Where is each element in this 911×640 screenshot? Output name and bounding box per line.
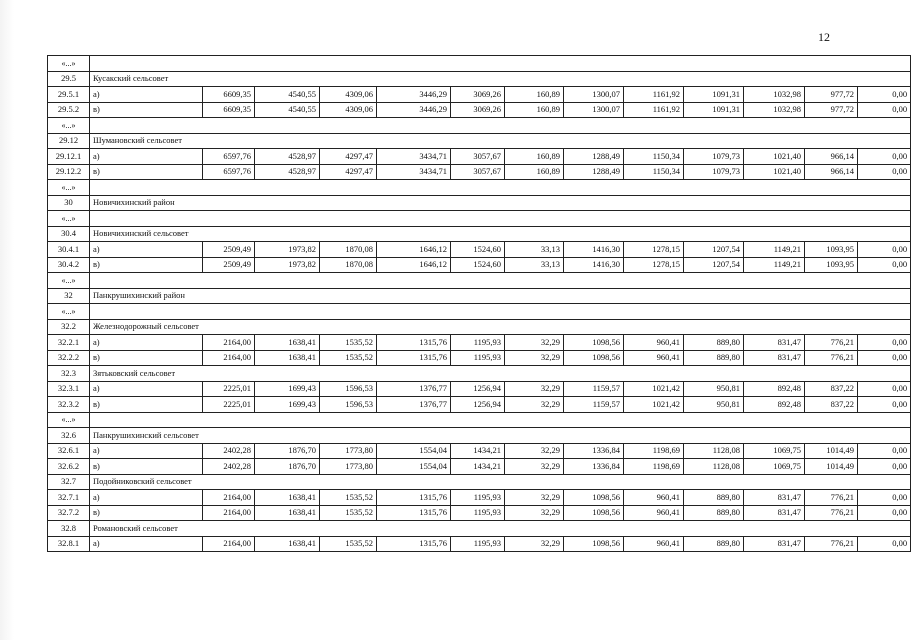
value-cell: 892,48: [744, 381, 805, 397]
table-row-data: [48, 459, 911, 475]
value-cell: 1093,95: [805, 257, 858, 273]
value-cell: 2164,00: [203, 335, 255, 351]
value-cell: 1069,75: [744, 443, 805, 459]
value-cell: 1278,15: [624, 257, 684, 273]
value-cell: 977,72: [805, 102, 858, 118]
row-code: 32.6: [48, 428, 90, 444]
row-code: 32.7.2: [48, 505, 90, 521]
value-cell: 1315,76: [377, 536, 451, 552]
value-cell: 1300,07: [564, 102, 624, 118]
value-cell: 2225,01: [203, 381, 255, 397]
sub-item-label: а): [90, 536, 203, 552]
value-cell: 32,29: [505, 459, 564, 475]
value-cell: 1159,57: [564, 381, 624, 397]
value-cell: 1773,80: [320, 459, 377, 475]
empty-cell: [90, 304, 911, 320]
sub-item-label: а): [90, 335, 203, 351]
value-cell: 1032,98: [744, 102, 805, 118]
row-code: 32.6.2: [48, 459, 90, 475]
value-cell: 0,00: [858, 87, 911, 103]
value-cell: 1079,73: [684, 164, 744, 180]
value-cell: 32,29: [505, 335, 564, 351]
value-cell: 160,89: [505, 87, 564, 103]
value-cell: 1021,42: [624, 381, 684, 397]
ellipsis-cell: «...»: [48, 118, 90, 134]
row-code: 32.3.2: [48, 397, 90, 413]
value-cell: 1596,53: [320, 397, 377, 413]
value-cell: 1021,40: [744, 149, 805, 165]
value-cell: 1091,31: [684, 87, 744, 103]
value-cell: 1161,92: [624, 87, 684, 103]
row-code: 32: [48, 288, 90, 304]
value-cell: 960,41: [624, 536, 684, 552]
value-cell: 0,00: [858, 257, 911, 273]
table-row-heading: [48, 71, 911, 87]
row-code: 29.12.2: [48, 164, 90, 180]
value-cell: 3069,26: [451, 102, 505, 118]
table-row-heading: [48, 428, 911, 444]
value-cell: 0,00: [858, 164, 911, 180]
sub-item-label: а): [90, 381, 203, 397]
value-cell: 1646,12: [377, 257, 451, 273]
value-cell: 4528,97: [255, 164, 320, 180]
row-code: 32.7: [48, 474, 90, 490]
section-name: Новичихинский район: [90, 195, 911, 211]
table-row-heading: [48, 521, 911, 537]
value-cell: 1079,73: [684, 149, 744, 165]
value-cell: 1207,54: [684, 242, 744, 258]
value-cell: 1315,76: [377, 490, 451, 506]
row-code: 32.2: [48, 319, 90, 335]
value-cell: 889,80: [684, 505, 744, 521]
value-cell: 889,80: [684, 350, 744, 366]
value-cell: 0,00: [858, 381, 911, 397]
table-row-heading: [48, 366, 911, 382]
value-cell: 889,80: [684, 536, 744, 552]
value-cell: 1150,34: [624, 164, 684, 180]
value-cell: 1699,43: [255, 381, 320, 397]
value-cell: 0,00: [858, 536, 911, 552]
section-name: Панкрушихинский сельсовет: [90, 428, 911, 444]
value-cell: 1876,70: [255, 459, 320, 475]
section-name: Кусакский сельсовет: [90, 71, 911, 87]
table-row-data: [48, 87, 911, 103]
empty-cell: [90, 118, 911, 134]
sub-item-label: а): [90, 149, 203, 165]
value-cell: 2509,49: [203, 242, 255, 258]
value-cell: 3057,67: [451, 164, 505, 180]
value-cell: 2225,01: [203, 397, 255, 413]
value-cell: 1014,49: [805, 443, 858, 459]
value-cell: 1336,84: [564, 459, 624, 475]
value-cell: 160,89: [505, 149, 564, 165]
value-cell: 4309,06: [320, 87, 377, 103]
value-cell: 1195,93: [451, 350, 505, 366]
row-code: 30.4.2: [48, 257, 90, 273]
value-cell: 1376,77: [377, 381, 451, 397]
table-row-data: [48, 257, 911, 273]
ellipsis-cell: «...»: [48, 273, 90, 289]
row-code: 32.2.1: [48, 335, 90, 351]
value-cell: 0,00: [858, 102, 911, 118]
table-row-heading: [48, 133, 911, 149]
value-cell: 1161,92: [624, 102, 684, 118]
row-code: 29.12.1: [48, 149, 90, 165]
value-cell: 960,41: [624, 505, 684, 521]
value-cell: 831,47: [744, 490, 805, 506]
value-cell: 2164,00: [203, 490, 255, 506]
value-cell: 1524,60: [451, 257, 505, 273]
table-row-heading: [48, 474, 911, 490]
value-cell: 960,41: [624, 335, 684, 351]
value-cell: 1554,04: [377, 459, 451, 475]
value-cell: 1376,77: [377, 397, 451, 413]
value-cell: 1069,75: [744, 459, 805, 475]
value-cell: 33,13: [505, 257, 564, 273]
value-cell: 1416,30: [564, 257, 624, 273]
section-name: Подойниковский сельсовет: [90, 474, 911, 490]
value-cell: 1699,43: [255, 397, 320, 413]
value-cell: 6609,35: [203, 102, 255, 118]
value-cell: 1638,41: [255, 536, 320, 552]
value-cell: 1434,21: [451, 459, 505, 475]
value-cell: 892,48: [744, 397, 805, 413]
value-cell: 4309,06: [320, 102, 377, 118]
table-row-ellipsis: [48, 180, 911, 196]
table-row-ellipsis: [48, 118, 911, 134]
row-code: 32.3: [48, 366, 90, 382]
value-cell: 1150,34: [624, 149, 684, 165]
row-code: 30.4.1: [48, 242, 90, 258]
ellipsis-cell: «...»: [48, 304, 90, 320]
sub-item-label: в): [90, 397, 203, 413]
value-cell: 831,47: [744, 350, 805, 366]
value-cell: 32,29: [505, 381, 564, 397]
value-cell: 1091,31: [684, 102, 744, 118]
table-row-ellipsis: [48, 273, 911, 289]
value-cell: 4297,47: [320, 149, 377, 165]
section-name: Панкрушихинский район: [90, 288, 911, 304]
table-row-data: [48, 397, 911, 413]
table-row-data: [48, 490, 911, 506]
value-cell: 1535,52: [320, 505, 377, 521]
value-cell: 160,89: [505, 164, 564, 180]
sub-item-label: а): [90, 242, 203, 258]
value-cell: 3069,26: [451, 87, 505, 103]
value-cell: 1434,21: [451, 443, 505, 459]
table-row-heading: [48, 195, 911, 211]
value-cell: 1416,30: [564, 242, 624, 258]
value-cell: 1093,95: [805, 242, 858, 258]
value-cell: 1535,52: [320, 536, 377, 552]
sub-item-label: а): [90, 490, 203, 506]
value-cell: 1256,94: [451, 381, 505, 397]
empty-cell: [90, 211, 911, 227]
value-cell: 1014,49: [805, 459, 858, 475]
value-cell: 966,14: [805, 164, 858, 180]
value-cell: 4297,47: [320, 164, 377, 180]
value-cell: 1638,41: [255, 505, 320, 521]
value-cell: 831,47: [744, 335, 805, 351]
value-cell: 1300,07: [564, 87, 624, 103]
value-cell: 1032,98: [744, 87, 805, 103]
table-row-data: [48, 242, 911, 258]
table-row-ellipsis: [48, 56, 911, 72]
sub-item-label: в): [90, 102, 203, 118]
ellipsis-cell: «...»: [48, 211, 90, 227]
value-cell: 0,00: [858, 242, 911, 258]
value-cell: 1773,80: [320, 443, 377, 459]
value-cell: 1535,52: [320, 350, 377, 366]
value-cell: 1207,54: [684, 257, 744, 273]
value-cell: 1524,60: [451, 242, 505, 258]
value-cell: 1315,76: [377, 335, 451, 351]
ellipsis-cell: «...»: [48, 180, 90, 196]
value-cell: 1973,82: [255, 257, 320, 273]
section-name: Железнодорожный сельсовет: [90, 319, 911, 335]
value-cell: 6609,35: [203, 87, 255, 103]
value-cell: 1288,49: [564, 164, 624, 180]
value-cell: 32,29: [505, 443, 564, 459]
value-cell: 1870,08: [320, 257, 377, 273]
value-cell: 0,00: [858, 397, 911, 413]
value-cell: 1535,52: [320, 335, 377, 351]
table-row-heading: [48, 226, 911, 242]
sub-item-label: в): [90, 459, 203, 475]
value-cell: 3434,71: [377, 164, 451, 180]
row-code: 32.2.2: [48, 350, 90, 366]
value-cell: 2164,00: [203, 505, 255, 521]
value-cell: 1256,94: [451, 397, 505, 413]
row-code: 29.5.2: [48, 102, 90, 118]
value-cell: 1646,12: [377, 242, 451, 258]
section-name: Шумановский сельсовет: [90, 133, 911, 149]
value-cell: 2164,00: [203, 536, 255, 552]
value-cell: 831,47: [744, 505, 805, 521]
table-row-data: [48, 536, 911, 552]
section-name: Романовский сельсовет: [90, 521, 911, 537]
value-cell: 960,41: [624, 350, 684, 366]
value-cell: 1638,41: [255, 335, 320, 351]
value-cell: 4540,55: [255, 87, 320, 103]
value-cell: 3446,29: [377, 102, 451, 118]
value-cell: 0,00: [858, 459, 911, 475]
empty-cell: [90, 56, 911, 72]
page-number: 12: [818, 30, 830, 44]
empty-cell: [90, 412, 911, 428]
value-cell: 1336,84: [564, 443, 624, 459]
value-cell: 1159,57: [564, 397, 624, 413]
value-cell: 6597,76: [203, 164, 255, 180]
row-code: 29.12: [48, 133, 90, 149]
value-cell: 32,29: [505, 536, 564, 552]
value-cell: 1554,04: [377, 443, 451, 459]
value-cell: 1195,93: [451, 335, 505, 351]
value-cell: 0,00: [858, 443, 911, 459]
value-cell: 837,22: [805, 381, 858, 397]
value-cell: 1638,41: [255, 350, 320, 366]
value-cell: 2402,28: [203, 459, 255, 475]
value-cell: 3446,29: [377, 87, 451, 103]
row-code: 32.8.1: [48, 536, 90, 552]
value-cell: 776,21: [805, 335, 858, 351]
row-code: 32.6.1: [48, 443, 90, 459]
value-cell: 32,29: [505, 505, 564, 521]
value-cell: 1198,69: [624, 459, 684, 475]
scan-margin: [0, 0, 14, 640]
value-cell: 1195,93: [451, 490, 505, 506]
table-row-heading: [48, 319, 911, 335]
sub-item-label: в): [90, 257, 203, 273]
value-cell: 1149,21: [744, 257, 805, 273]
value-cell: 3057,67: [451, 149, 505, 165]
table-row-data: [48, 443, 911, 459]
value-cell: 1278,15: [624, 242, 684, 258]
table-row-data: [48, 505, 911, 521]
table-row-heading: [48, 288, 911, 304]
section-name: Новичихинский сельсовет: [90, 226, 911, 242]
value-cell: 1535,52: [320, 490, 377, 506]
value-cell: 966,14: [805, 149, 858, 165]
value-cell: 776,21: [805, 536, 858, 552]
sub-item-label: в): [90, 350, 203, 366]
tariff-table: [47, 55, 911, 552]
value-cell: 1973,82: [255, 242, 320, 258]
value-cell: 950,81: [684, 381, 744, 397]
value-cell: 776,21: [805, 490, 858, 506]
value-cell: 32,29: [505, 490, 564, 506]
empty-cell: [90, 180, 911, 196]
value-cell: 6597,76: [203, 149, 255, 165]
value-cell: 831,47: [744, 536, 805, 552]
value-cell: 2402,28: [203, 443, 255, 459]
value-cell: 889,80: [684, 490, 744, 506]
row-code: 32.7.1: [48, 490, 90, 506]
value-cell: 960,41: [624, 490, 684, 506]
sub-item-label: в): [90, 164, 203, 180]
value-cell: 1596,53: [320, 381, 377, 397]
value-cell: 1098,56: [564, 335, 624, 351]
value-cell: 1098,56: [564, 350, 624, 366]
value-cell: 0,00: [858, 505, 911, 521]
value-cell: 1098,56: [564, 490, 624, 506]
value-cell: 1149,21: [744, 242, 805, 258]
value-cell: 32,29: [505, 350, 564, 366]
value-cell: 3434,71: [377, 149, 451, 165]
value-cell: 1870,08: [320, 242, 377, 258]
row-code: 29.5.1: [48, 87, 90, 103]
value-cell: 0,00: [858, 335, 911, 351]
value-cell: 4540,55: [255, 102, 320, 118]
value-cell: 1021,40: [744, 164, 805, 180]
value-cell: 1195,93: [451, 505, 505, 521]
value-cell: 837,22: [805, 397, 858, 413]
value-cell: 950,81: [684, 397, 744, 413]
value-cell: 776,21: [805, 505, 858, 521]
row-code: 32.3.1: [48, 381, 90, 397]
table-row-ellipsis: [48, 304, 911, 320]
table-body: [48, 56, 911, 552]
ellipsis-cell: «...»: [48, 412, 90, 428]
value-cell: 2164,00: [203, 350, 255, 366]
section-name: Зятьковский сельсовет: [90, 366, 911, 382]
value-cell: 32,29: [505, 397, 564, 413]
sub-item-label: а): [90, 443, 203, 459]
value-cell: 0,00: [858, 149, 911, 165]
value-cell: 1128,08: [684, 459, 744, 475]
value-cell: 2509,49: [203, 257, 255, 273]
table-row-data: [48, 164, 911, 180]
value-cell: 1315,76: [377, 350, 451, 366]
value-cell: 1638,41: [255, 490, 320, 506]
value-cell: 776,21: [805, 350, 858, 366]
table-row-data: [48, 102, 911, 118]
value-cell: 1876,70: [255, 443, 320, 459]
value-cell: 4528,97: [255, 149, 320, 165]
table-row-ellipsis: [48, 412, 911, 428]
value-cell: 1288,49: [564, 149, 624, 165]
value-cell: 1128,08: [684, 443, 744, 459]
table-row-ellipsis: [48, 211, 911, 227]
table-row-data: [48, 335, 911, 351]
row-code: 29.5: [48, 71, 90, 87]
sub-item-label: в): [90, 505, 203, 521]
table-row-data: [48, 381, 911, 397]
value-cell: 33,13: [505, 242, 564, 258]
value-cell: 1195,93: [451, 536, 505, 552]
sub-item-label: а): [90, 87, 203, 103]
value-cell: 0,00: [858, 350, 911, 366]
value-cell: 889,80: [684, 335, 744, 351]
value-cell: 1315,76: [377, 505, 451, 521]
value-cell: 1098,56: [564, 536, 624, 552]
table-row-data: [48, 149, 911, 165]
value-cell: 160,89: [505, 102, 564, 118]
value-cell: 1098,56: [564, 505, 624, 521]
table-row-data: [48, 350, 911, 366]
row-code: 32.8: [48, 521, 90, 537]
value-cell: 1198,69: [624, 443, 684, 459]
value-cell: 1021,42: [624, 397, 684, 413]
row-code: 30: [48, 195, 90, 211]
empty-cell: [90, 273, 911, 289]
row-code: 30.4: [48, 226, 90, 242]
ellipsis-cell: «...»: [48, 56, 90, 72]
value-cell: 977,72: [805, 87, 858, 103]
value-cell: 0,00: [858, 490, 911, 506]
